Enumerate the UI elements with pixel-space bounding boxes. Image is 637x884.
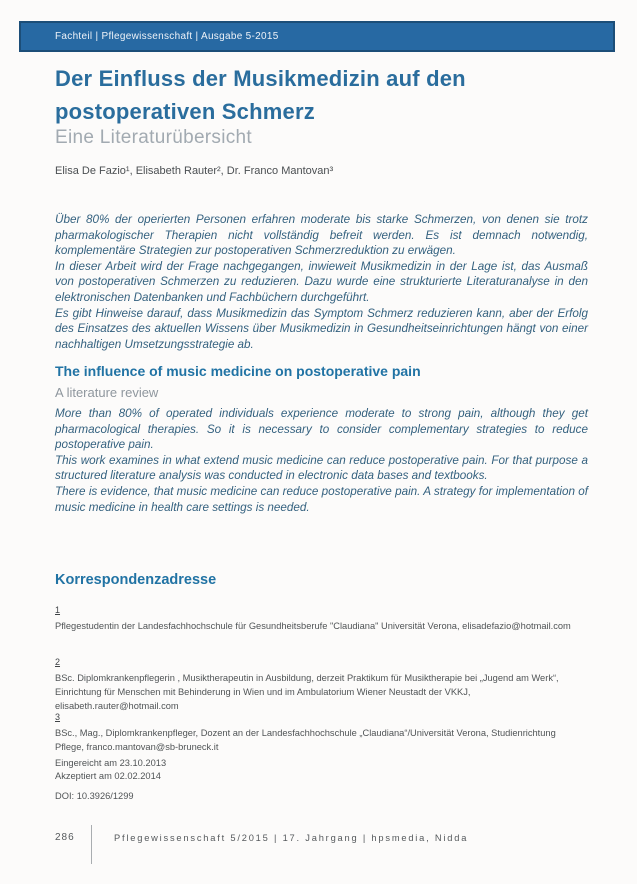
abstract-german-paragraph-1: Über 80% der operierten Personen erfahren moderate bis starke Schmerzen, von denen sie trotz pharmakologischer Therapien nicht vollständig befreit werden. Es ist demnach notwendig, komplementäre Strategien zur postoperativen Schmerzreduktion zu erwägen. [55, 213, 588, 258]
footer-divider [91, 825, 92, 864]
article-subtitle: Eine Literaturübersicht [55, 127, 253, 148]
doi-line: DOI: 10.3926/1299 [55, 791, 134, 801]
journal-footer-line: Pflegewissenschaft 5/2015 | 17. Jahrgang | hpsmedia, Nidda [114, 833, 469, 843]
footnote-marker-link-1[interactable]: 1 [55, 605, 61, 615]
footnote-entry-2 [55, 652, 577, 713]
footnote-text-1: Pflegestudentin der Landesfachhochschule für Gesundheitsberufe "Claudiana" Universität Verona, elisadefazio@hotmail.com [55, 621, 571, 631]
abstract-english [55, 406, 588, 515]
abstract-german-paragraph-3: Es gibt Hinweise darauf, dass Musikmedizin das Symptom Schmerz reduzieren kann, aber der Erfolg des Einsatzes des aktuellen Wissens über Musikmedizin in Gesundheitseinrichtungen hängt von einer nachhaltigen Umsetzungsstrategie ab. [55, 306, 588, 351]
abstract-english-paragraph-2: This work examines in what extend music medicine can reduce postoperative pain. For that purpose a structured literature analysis was conducted in electronic data bases and textbooks. [55, 453, 588, 483]
english-subtitle: A literature review [55, 385, 159, 400]
article-title [55, 62, 595, 128]
footnote-text-2: BSc. Diplomkrankenpflegerin , Musiktherapeutin in Ausbildung, derzeit Praktikum für Musiktherapie bei „Jugend am Werk“, Einrichtung für Menschen mit Behinderung in Wien und im Ambulatorium Wiener Neustadt der VKKJ, elisabeth.rauter@hotmail.com [55, 673, 559, 711]
article-title-line1: Der Einfluss der Musikmedizin auf den [55, 66, 466, 91]
abstract-german [55, 212, 588, 352]
article-title-line2: postoperativen Schmerz [55, 99, 315, 124]
footnote-entry-3 [55, 707, 577, 754]
footnote-marker-link-3[interactable]: 3 [55, 712, 61, 722]
header-band-label: Fachteil | Pflegewissenschaft | Ausgabe 5-2015 [55, 31, 279, 42]
submitted-date: Eingereicht am 23.10.2013 [55, 758, 167, 768]
page-number: 286 [55, 832, 75, 843]
footnote-entry-1 [55, 600, 577, 633]
submission-dates [55, 757, 166, 783]
page-header-band [19, 21, 615, 52]
accepted-date: Akzeptiert am 02.02.2014 [55, 771, 161, 781]
abstract-english-paragraph-1: More than 80% of operated individuals experience moderate to strong pain, although they get pharmacological therapies. So it is necessary to consider complementary strategies to reduce postoperative pain. [55, 407, 588, 452]
footnote-marker-link-2[interactable]: 2 [55, 657, 61, 667]
author-line: Elisa De Fazio¹, Elisabeth Rauter², Dr. Franco Mantovan³ [55, 165, 334, 177]
footnote-text-3: BSc., Mag., Diplomkrankenpfleger, Dozent an der Landesfachhochschule „Claudiana“/Universität Verona, Studienrichtung Pflege, franco.mantovan@sb-bruneck.it [55, 728, 556, 752]
correspondence-heading: Korrespondenzadresse [55, 572, 217, 588]
english-title: The influence of music medicine on postoperative pain [55, 363, 421, 379]
abstract-german-paragraph-2: In dieser Arbeit wird der Frage nachgegangen, inwieweit Musikmedizin in der Lage ist, das Ausmaß von postoperativen Schmerzen zu reduzieren. Dazu wurde eine strukturierte Literaturanalyse in den elektronischen Datenbanken und Fachbüchern durchgeführt. [55, 259, 588, 304]
abstract-english-paragraph-3: There is evidence, that music medicine can reduce postoperative pain. A strategy for implementation of music medicine in health care settings is needed. [55, 484, 588, 514]
